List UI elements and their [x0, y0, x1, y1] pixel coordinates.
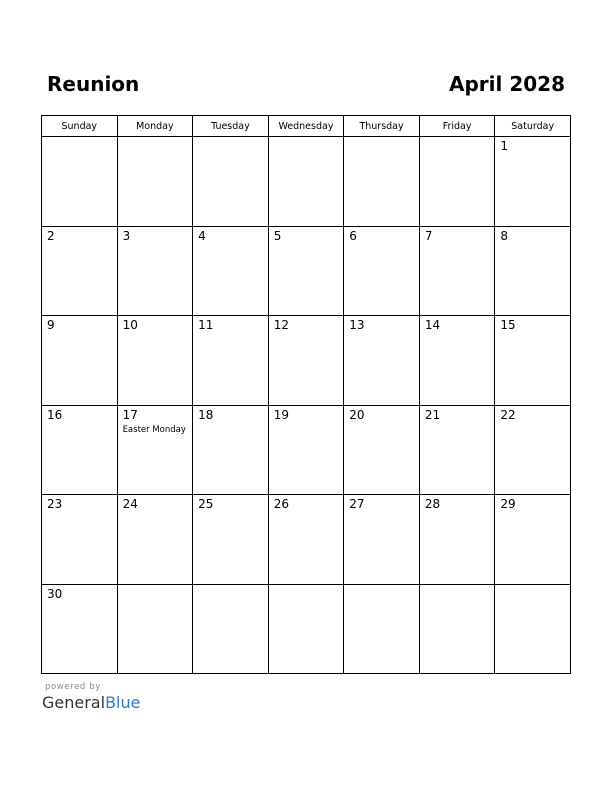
day-number: 26: [273, 497, 289, 511]
day-cell: [117, 405, 193, 495]
day-cell: [117, 495, 193, 585]
weekday-header-sunday: Sunday: [42, 116, 118, 137]
weekday-header-saturday: Saturday: [495, 116, 571, 137]
day-cell: [495, 405, 571, 495]
day-cell: [268, 405, 344, 495]
weekday-header-thursday: Thursday: [344, 116, 420, 137]
day-number: 11: [198, 318, 214, 332]
day-number: 28: [424, 497, 441, 511]
day-number: 16: [47, 407, 63, 422]
day-cell: [193, 137, 269, 227]
day-cell: [117, 137, 193, 227]
day-cell: [193, 584, 269, 674]
week-row: [42, 495, 571, 585]
weekday-header-wednesday: Wednesday: [268, 116, 344, 137]
day-number: 3: [122, 228, 131, 243]
day-cell: [117, 316, 193, 406]
day-cell: [495, 584, 571, 674]
week-row: [42, 137, 571, 227]
day-cell: [268, 316, 344, 406]
generalblue-logo: [42, 693, 140, 712]
day-number: 4: [198, 228, 206, 243]
day-cell: [495, 226, 571, 316]
day-number: 9: [47, 318, 55, 332]
day-cell: [42, 316, 118, 406]
day-cell: [495, 495, 571, 585]
day-cell: [117, 584, 193, 674]
week-row: [42, 405, 571, 495]
day-number: 29: [500, 497, 516, 511]
day-number: 10: [122, 318, 138, 332]
day-number: 23: [47, 497, 63, 511]
logo-blue-text: Blue: [105, 693, 141, 712]
logo-general-text: General: [42, 693, 106, 712]
day-cell: [268, 226, 344, 316]
day-cell: [419, 137, 495, 227]
day-number: 6: [349, 228, 357, 243]
day-cell: [42, 226, 118, 316]
day-cell: [419, 495, 495, 585]
week-row: [42, 226, 571, 316]
day-number: 17: [122, 407, 138, 422]
day-number: 19: [273, 407, 289, 422]
day-number: 2: [47, 228, 55, 243]
day-cell: [344, 405, 420, 495]
day-cell: [42, 495, 118, 585]
day-number: 5: [273, 228, 282, 243]
week-row: [42, 316, 571, 406]
day-number: 18: [198, 407, 214, 422]
day-number: 24: [122, 497, 138, 511]
calendar-grid: [41, 115, 571, 674]
day-cell: [419, 405, 495, 495]
calendar-body: [42, 137, 571, 674]
day-cell: [42, 137, 118, 227]
day-number: 27: [349, 497, 365, 511]
day-number: 25: [198, 497, 214, 511]
day-cell: [117, 226, 193, 316]
weekday-header-row: [42, 116, 571, 137]
day-number: 13: [349, 318, 365, 332]
day-number: 30: [47, 586, 63, 601]
day-cell: [42, 405, 118, 495]
day-number: 12: [273, 318, 289, 332]
day-number: 8: [500, 228, 509, 243]
day-cell: [344, 226, 420, 316]
day-cell: [193, 495, 269, 585]
weekday-header-friday: Friday: [419, 116, 495, 137]
day-cell: [344, 495, 420, 585]
day-cell: [495, 316, 571, 406]
weekday-header-tuesday: Tuesday: [193, 116, 269, 137]
day-cell: [419, 584, 495, 674]
day-number: 22: [500, 407, 516, 422]
day-cell: [344, 316, 420, 406]
day-cell: [193, 316, 269, 406]
week-row: [42, 584, 571, 674]
day-cell: [193, 226, 269, 316]
day-number: 14: [424, 318, 441, 332]
day-number: 20: [349, 407, 365, 422]
day-number: 7: [424, 228, 433, 243]
day-number: 1: [500, 139, 509, 153]
month-title: April 2028: [449, 72, 565, 96]
day-cell: [495, 137, 571, 227]
day-cell: [268, 495, 344, 585]
day-cell: [268, 584, 344, 674]
weekday-header-monday: Monday: [117, 116, 193, 137]
day-cell: [268, 137, 344, 227]
region-title: Reunion: [47, 72, 140, 96]
day-cell: [193, 405, 269, 495]
powered-by-label: powered by: [45, 682, 101, 692]
holiday-label: Easter Monday: [122, 424, 186, 435]
day-cell: [42, 584, 118, 674]
day-cell: [419, 226, 495, 316]
day-cell: [344, 137, 420, 227]
day-cell: [419, 316, 495, 406]
day-number: 15: [500, 318, 516, 332]
day-cell: [344, 584, 420, 674]
day-number: 21: [424, 407, 441, 422]
